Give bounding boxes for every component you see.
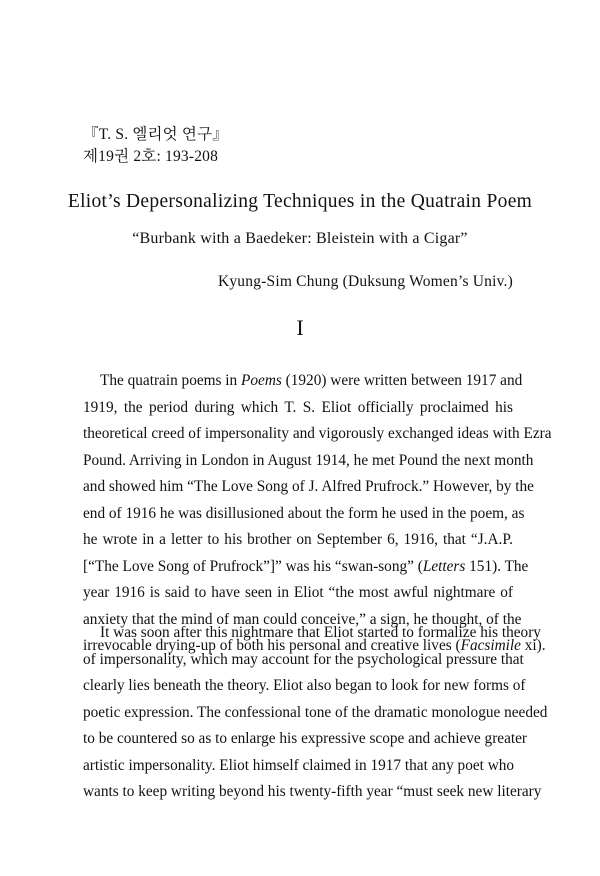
text-line: The quatrain poems in Poems (1920) were written between 1917 and xyxy=(100,372,523,389)
text-line: 1919, the period during which T. S. Eliot officially proclaimed his xyxy=(83,398,513,416)
text-line: poetic expression. The confessional tone of the dramatic monologue needed xyxy=(83,703,548,721)
text-line: artistic impersonality. Eliot himself claimed in 1917 that any poet who xyxy=(83,756,515,774)
journal-title: 『T. S. 엘리엇 연구』 xyxy=(83,126,228,143)
article-subtitle: “Burbank with a Baedeker: Bleistein with a Cigar” xyxy=(132,230,468,247)
text-line: clearly lies beneath the theory. Eliot also began to look for new forms of xyxy=(83,677,526,694)
text-line: theoretical creed of impersonality and vigorously exchanged ideas with Ezra xyxy=(83,425,552,442)
text-line: It was soon after this nightmare that Eliot started to formalize his theory xyxy=(100,624,541,641)
text-line: and showed him “The Love Song of J. Alfred Prufrock.” However, by the xyxy=(83,478,534,495)
text-line: to be countered so as to enlarge his expressive scope and achieve greater xyxy=(83,730,527,747)
text-line: he wrote in a letter to his brother on September 6, 1916, that “J.A.P. xyxy=(83,531,513,548)
text-line: year 1916 is said to have seen in Eliot “the most awful nightmare of xyxy=(83,584,513,601)
text-line: of impersonality, which may account for the psychological pressure that xyxy=(83,650,524,668)
text-line: [“The Love Song of Prufrock”]” was his “swan-song” (Letters 151). The xyxy=(83,557,529,575)
author-line: Kyung-Sim Chung (Duksung Women’s Univ.) xyxy=(217,273,513,290)
text-line: wants to keep writing beyond his twenty-fifth year “must seek new literary xyxy=(83,783,542,800)
volume-pages: 제19권 2호: 193-208 xyxy=(83,148,219,165)
text-line: irrevocable drying-up of both his personal and creative lives (Facsimile xi). xyxy=(83,637,546,654)
journal-header xyxy=(83,124,228,168)
paragraph-1 xyxy=(83,368,552,660)
article-title: Eliot’s Depersonalizing Techniques in the Quatrain Poem xyxy=(67,191,533,212)
text-line: Pound. Arriving in London in August 1914, he met Pound the next month xyxy=(83,451,534,469)
section-numeral: I xyxy=(296,315,304,340)
text-line: anxiety that the mind of man could conceive,” a sign, he thought, of the xyxy=(83,610,522,628)
paragraph-2 xyxy=(83,620,548,806)
text-line: end of 1916 he was disillusioned about the form he used in the poem, as xyxy=(83,504,525,522)
